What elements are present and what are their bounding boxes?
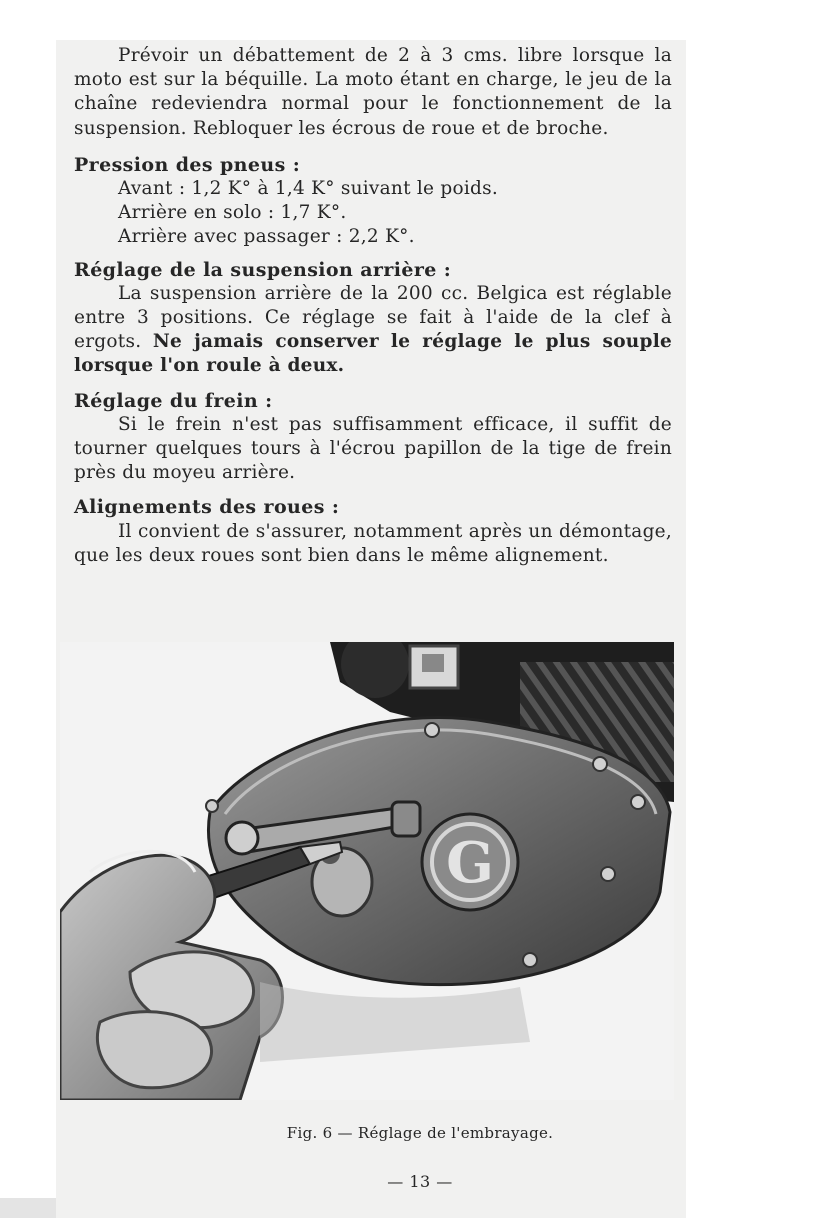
brake-paragraph: Si le frein n'est pas suffisamment efficace, il suffit de tourner quelques tours à l'écrou papillon de la tige de frein près du moyeu arrière.	[74, 413, 672, 484]
scan-margin	[0, 1198, 56, 1218]
tyre-front: Avant : 1,2 K° à 1,4 K° suivant le poids.	[118, 178, 498, 200]
suspension-warning: Ne jamais conserver le réglage le plus souple lorsque l'on roule à deux.	[74, 331, 672, 377]
tyre-rear-solo: Arrière en solo : 1,7 K°.	[118, 202, 347, 224]
wheels-paragraph: Il convient de s'assurer, notamment après un démontage, que les deux roues sont bien dans le même alignement.	[74, 520, 672, 566]
clutch-adjustment-photo	[60, 642, 674, 1100]
suspension-text: La suspension arrière de la 200 cc. Belgica est réglable entre 3 positions. Ce réglage se fait à l'aide de la clef à ergots.	[74, 282, 672, 353]
g-logo: G	[446, 830, 494, 896]
tyre-rear-passenger: Arrière avec passager : 2,2 K°.	[118, 226, 415, 248]
figure-caption: Fig. 6 — Réglage de l'embrayage.	[286, 1124, 554, 1142]
brake-heading: Réglage du frein :	[74, 389, 273, 412]
intro-paragraph: Prévoir un débattement de 2 à 3 cms. libre lorsque la moto est sur la béquille. La moto étant en charge, le jeu de la chaîne redeviendra normal pour le fonctionnement de la suspension. Rebloquer les écrous de roue et de broche.	[74, 45, 672, 139]
suspension-heading: Réglage de la suspension arrière :	[74, 258, 452, 281]
page-number: — 13 —	[387, 1172, 453, 1191]
body-text	[74, 44, 672, 568]
wheels-heading: Alignements des roues :	[74, 496, 340, 519]
suspension-paragraph	[74, 282, 672, 379]
tyre-pressure-heading: Pression des pneus :	[74, 153, 301, 176]
